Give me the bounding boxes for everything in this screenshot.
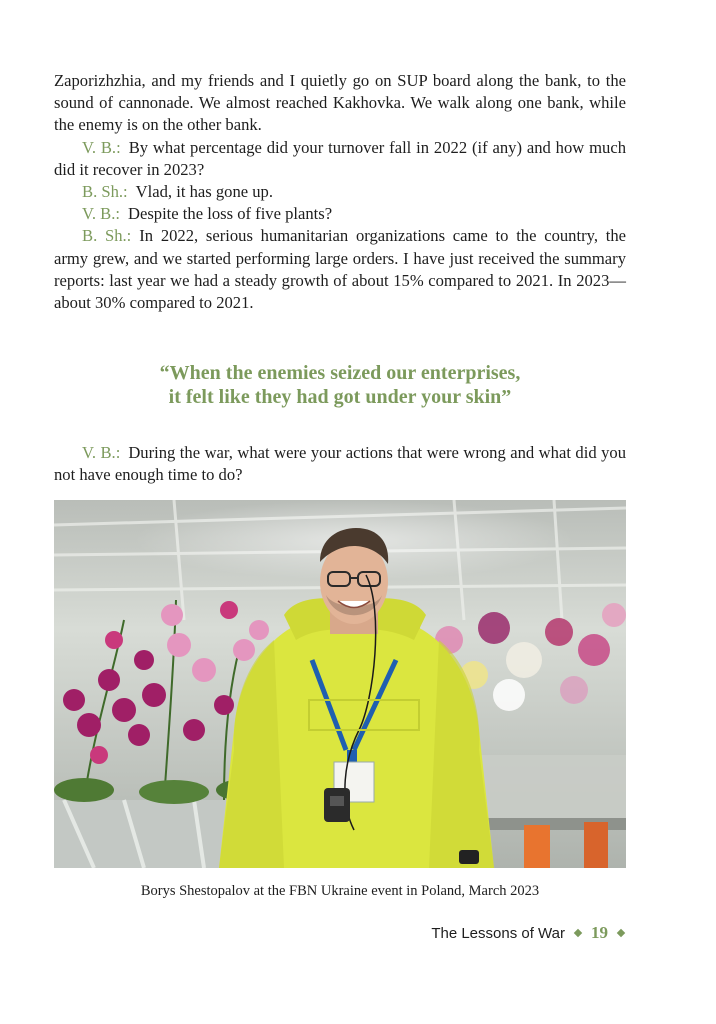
photo-caption: Borys Shestopalov at the FBN Ukraine event in Poland, March 2023 bbox=[140, 883, 540, 899]
diamond-ornament-icon bbox=[617, 929, 625, 937]
paragraph-opening: Zaporizhzhia, and my friends and I quietly go on SUP board along the bank, to the sound of cannonade. We almost reached Kakhovka. We walk along one bank, while the enemy is on the other bank. bbox=[54, 71, 626, 135]
paragraph-question-turnover bbox=[54, 137, 626, 181]
answer-text: Vlad, it has gone up. bbox=[135, 182, 273, 202]
running-title: The Lessons of War bbox=[431, 924, 565, 942]
speaker-label: V. B.: bbox=[82, 204, 120, 224]
diamond-ornament-icon bbox=[574, 929, 582, 937]
pull-quote bbox=[54, 362, 626, 409]
paragraph-question-actions bbox=[54, 442, 626, 486]
speaker-label: B. Sh.: bbox=[82, 182, 128, 202]
question-text: During the war, what were your actions that were wrong and what did you not have enough time to do? bbox=[54, 443, 626, 485]
paragraph-answer-gone-up bbox=[54, 181, 626, 203]
pull-quote-line-1: “When the enemies seized our enterprises, bbox=[159, 362, 521, 384]
page-number: 19 bbox=[591, 923, 608, 942]
question-text: By what percentage did your turnover fall in 2022 (if any) and how much did it recover in 2023? bbox=[54, 137, 626, 179]
speaker-label: V. B.: bbox=[82, 443, 121, 462]
speaker-label: V. B.: bbox=[82, 137, 121, 157]
speaker-label: B. Sh.: bbox=[82, 226, 132, 246]
body-text-bottom bbox=[54, 442, 626, 486]
answer-text: In 2022, serious humanitarian organizations came to the country, the army grew, and we started performing large orders. I have just received the summary reports: last year we had a steady growth of about 15% compared to 2021. In 2023—about 30% compared to 2021. bbox=[54, 226, 626, 313]
body-text-top bbox=[54, 70, 626, 314]
portrait-photo bbox=[54, 500, 626, 868]
paragraph-question-plants bbox=[54, 203, 626, 225]
pull-quote-line-2: it felt like they had got under your skin” bbox=[168, 385, 512, 408]
paragraph-answer-growth bbox=[54, 225, 626, 314]
question-text: Despite the loss of five plants? bbox=[127, 204, 333, 224]
running-footer bbox=[431, 922, 624, 944]
